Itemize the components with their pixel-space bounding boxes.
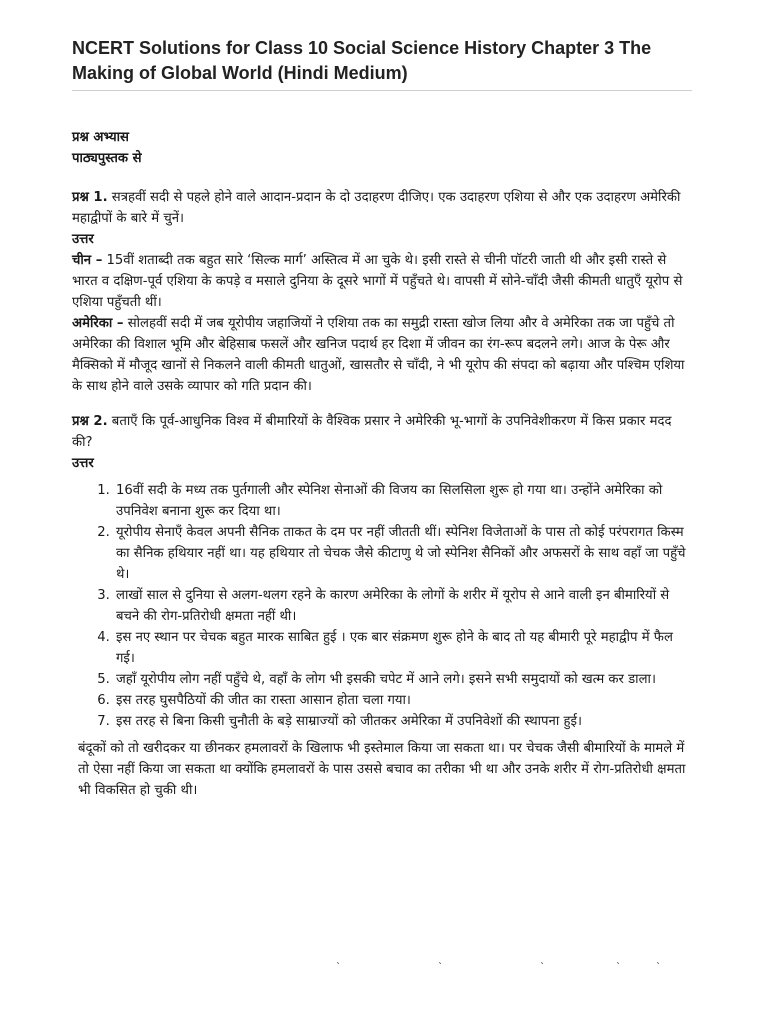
list-item: 7. इस तरह से बिना किसी चुनौती के बड़े साम्राज्यों को जीतकर अमेरिका में उपनिवेशों की स्थापना हुई। — [114, 711, 692, 732]
list-item: 5. जहाँ यूरोपीय लोग नहीं पहुँचे थे, वहाँ के लोग भी इसकी चपेट में आने लगे। इसने सभी समुदायों को खत्म कर डाला। — [114, 669, 692, 690]
title-divider — [72, 90, 692, 91]
answer-1-china-text: 15वीं शताब्दी तक बहुत सारे ‘सिल्क मार्ग’ अस्तित्व में आ चुके थे। इसी रास्ते से चीनी पॉटरी जाती थी और इसी रास्ते से भारत व दक्षिण-पूर्व एशिया के कपड़े व मसाले दुनिया के दूसरे भागों में पहुँचते थे। वापसी में सोने-चाँदी जैसी कीमती धातुएँ यूरोप से एशिया पहुँचती थीं। — [72, 253, 683, 310]
answer-1-america-label: अमेरिका – — [72, 316, 124, 331]
list-item: 4. इस नए स्थान पर चेचक बहुत मारक साबित हुई । एक बार संक्रमण शुरू होने के बाद तो यह बीमारी पूरे महाद्वीप में फैल गई। — [114, 627, 692, 669]
list-item: 2. यूरोपीय सेनाएँ केवल अपनी सैनिक ताकत के दम पर नहीं जीतती थीं। स्पेनिश विजेताओं के पास तो कोई परंपरागत किस्म का सैनिक हथियार नहीं था। यह हथियार तो चेचक जैसे कीटाणु थे जो स्पेनिश सैनिकों और अफसरों के साथ वहाँ जा पहुँचे थे। — [114, 522, 692, 585]
question-2-text: बताएँ कि पूर्व-आधुनिक विश्व में बीमारियों के वैश्विक प्रसार ने अमेरिकी भू-भागों के उपनिवेशीकरण में किस प्रकार मदद की? — [72, 414, 672, 450]
list-item: 1. 16वीं सदी के मध्य तक पुर्तगाली और स्पेनिश सेनाओं की विजय का सिलसिला शुरू हो गया था। उन्होंने अमेरिका को उपनिवेश बनाना शुरू कर दिया था। — [114, 480, 692, 522]
answer-1-label: उत्तर — [72, 232, 94, 247]
cut-off-footer-marks: ˋ ˋ ˋ ˋ ˋ — [336, 962, 661, 973]
answer-2-label: उत्तर — [72, 456, 94, 471]
question-2-label: प्रश्न 2. — [72, 414, 108, 429]
question-1-label: प्रश्न 1. — [72, 190, 108, 205]
answer-2-closing: बंदूकों को तो खरीदकर या छीनकर हमलावरों के खिलाफ भी इस्तेमाल किया जा सकता था। पर चेचक जैसी बीमारियों के मामले में तो ऐसा नहीं किया जा सकता था क्योंकि हमलावरों के पास उससे बचाव का तरीका भी था और उनके शरीर में रोग-प्रतिरोधी क्षमता भी विकसित हो चुकी थी। — [78, 741, 686, 798]
answer-1-china — [72, 250, 692, 313]
answer-2-list — [72, 480, 692, 732]
list-item: 3. लाखों साल से दुनिया से अलग-थलग रहने के कारण अमेरिका के लोगों के शरीर में यूरोप से आने वाली इन बीमारियों से बचने की रोग-प्रतिरोधी क्षमता नहीं थी। — [114, 585, 692, 627]
document-page — [72, 36, 692, 801]
document-title: NCERT Solutions for Class 10 Social Science History Chapter 3 The Making of Global World (Hindi Medium) — [72, 38, 652, 83]
question-1 — [72, 187, 692, 229]
section-heading-exercise: प्रश्न अभ्यास — [72, 130, 129, 145]
answer-1-america — [72, 313, 692, 397]
list-item: 6. इस तरह घुसपैठियों की जीत का रास्ता आसान होता चला गया। — [114, 690, 692, 711]
section-heading-textbook: पाठ्यपुस्तक से — [72, 151, 142, 166]
question-2 — [72, 411, 692, 453]
answer-1-america-text: सोलहवीं सदी में जब यूरोपीय जहाजियों ने एशिया तक का समुद्री रास्ता खोज लिया और वे अमेरिका तक जा पहुँचे तो अमेरिका की विशाल भूमि और बेहिसाब फसलें और खनिज पदार्थ हर दिशा में जीवन का रंग-रूप बदलने लगे। आज के पेरू और मैक्सिको में मौजूद खानों से निकलने वाली कीमती धातुओं, खासतौर से चाँदी, ने भी यूरोप की संपदा को बढ़ाया और पश्चिम एशिया के साथ होने वाले उसके व्यापार को गति प्रदान की। — [72, 316, 685, 394]
answer-1-china-label: चीन – — [72, 253, 103, 268]
question-1-text: सत्रहवीं सदी से पहले होने वाले आदान-प्रदान के दो उदाहरण दीजिए। एक उदाहरण एशिया से और एक उदाहरण अमेरिकी महाद्वीपों के बारे में चुनें। — [72, 190, 681, 226]
document-body — [72, 127, 692, 801]
